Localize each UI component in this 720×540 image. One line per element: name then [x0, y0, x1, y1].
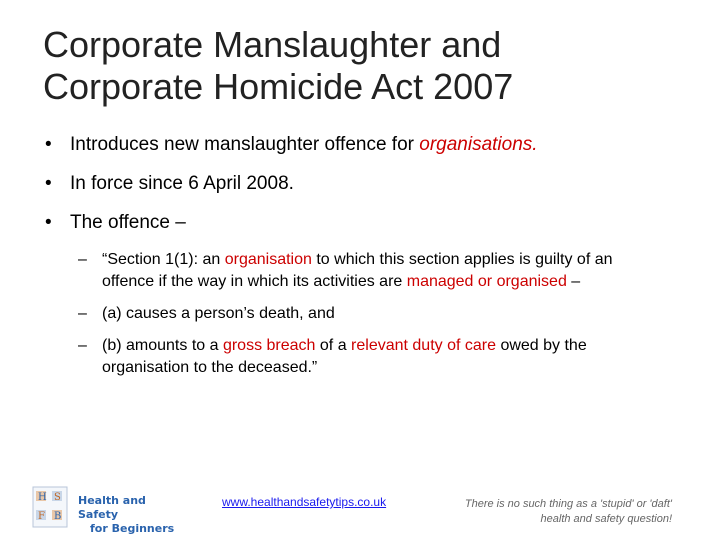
- bullet-dot: •: [45, 173, 52, 194]
- website-link[interactable]: www.healthandsafetytips.co.uk: [222, 495, 387, 509]
- logo: [32, 486, 182, 535]
- sub-bullet-list: [42, 249, 682, 379]
- title-line-2: Corporate Homicide Act 2007: [43, 66, 514, 107]
- bullet-text: In force since 6 April 2008.: [70, 173, 294, 194]
- highlight-duty-of-care: relevant duty of care: [351, 337, 496, 354]
- bullet-organisations: [42, 132, 682, 158]
- slide-title: [43, 24, 683, 108]
- tagline-line-1: There is no such thing as a 'stupid' or 'daft': [464, 498, 672, 510]
- bullet-text: Introduces new manslaughter offence for: [70, 134, 420, 155]
- footer-tagline: [412, 497, 672, 527]
- logo-letter: B: [54, 511, 62, 522]
- sub-text: to which this section applies is guilty of an offence if the way in which its activities are: [102, 251, 613, 290]
- logo-letter: H: [38, 492, 47, 503]
- sub-bullet-dash: –: [78, 337, 87, 354]
- highlight-gross-breach: gross breach: [222, 337, 316, 354]
- sub-text: “Section 1(1): an: [102, 251, 225, 268]
- logo-mark-icon: [32, 486, 68, 528]
- bullet-dot: •: [45, 134, 52, 155]
- sub-bullet-breach: [42, 335, 662, 379]
- bullet-offence: [42, 210, 682, 236]
- sub-text: of a: [315, 337, 352, 354]
- bullet-list: [42, 132, 682, 389]
- logo-letter: S: [54, 492, 61, 503]
- sub-text: owed by the organisation to the deceased.”: [102, 337, 587, 376]
- highlight-managed-or-organised: managed or organised: [406, 273, 567, 290]
- highlight-organisations: organisations.: [419, 134, 538, 155]
- logo-text: [78, 494, 182, 536]
- bullet-dot: •: [45, 212, 52, 233]
- sub-text: (b) amounts to a: [102, 337, 223, 354]
- sub-text: –: [566, 273, 581, 290]
- sub-bullet-dash: –: [78, 305, 87, 322]
- sub-bullet-dash: –: [78, 251, 87, 268]
- highlight-organisation: organisation: [224, 251, 312, 268]
- sub-bullet-death: [42, 303, 662, 325]
- logo-line-1: Health and Safety: [78, 494, 146, 521]
- tagline-line-2: health and safety question!: [540, 513, 672, 525]
- sub-bullet-section: [42, 249, 662, 293]
- sub-text: (a) causes a person’s death, and: [102, 305, 335, 322]
- logo-letter: F: [38, 511, 45, 522]
- logo-line-2: for Beginners: [90, 522, 175, 535]
- bullet-text: The offence –: [70, 212, 186, 233]
- title-line-1: Corporate Manslaughter and: [43, 24, 502, 65]
- bullet-in-force: [42, 171, 682, 197]
